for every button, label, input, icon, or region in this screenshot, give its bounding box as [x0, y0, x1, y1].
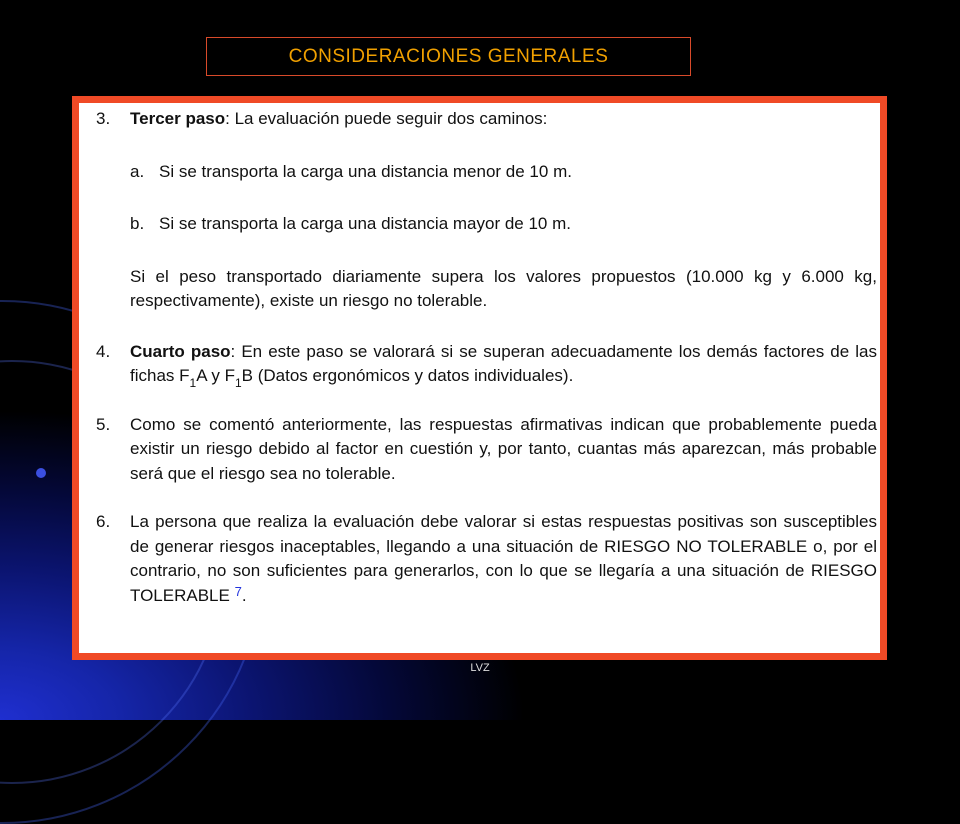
- sub-item-text: Si se transporta la carga una distancia menor de 10 m.: [159, 161, 572, 181]
- list-item: [96, 107, 877, 132]
- footer-initials: LVZ: [470, 662, 490, 674]
- sub-item: [96, 212, 877, 237]
- subscript: 1: [234, 376, 242, 390]
- slide-title-box: [206, 37, 691, 76]
- item-text: : En este paso se valorará si se superan adecuadamente los demás factores de las fichas F: [130, 341, 877, 385]
- list-item: [96, 340, 877, 389]
- item-text: A y F: [196, 366, 235, 385]
- content-frame: [72, 96, 887, 660]
- item-text: Como se comentó anteriormente, las respuestas afirmativas indican que probablemente pueda existir un riesgo debido al factor en cuestión y, por tanto, cuantas más aparezcan, más probable será que el riesgo sea no tolerable.: [130, 414, 877, 483]
- item-paragraph: Si el peso transportado diariamente supera los valores propuestos (10.000 kg y 6.000 kg, respectivamente), existe un riesgo no tolerable.: [130, 266, 877, 310]
- list-item: [96, 510, 877, 608]
- item-heading: Tercer paso: [130, 109, 226, 128]
- sub-item-letter: b.: [130, 214, 145, 233]
- sub-item-letter: a.: [130, 161, 145, 181]
- subscript: 1: [189, 376, 197, 390]
- item-text: La persona que realiza la evaluación debe valorar si estas respuestas positivas son susceptibles de generar riesgos inaceptables, llegando a una situación de RIESGO NO TOLERABLE o, por el contrario, no son suficientes para generarlos, con lo que se llegaría a una situación de RIESGO TOLERABLE: [130, 512, 877, 605]
- slide-title: CONSIDERACIONES GENERALES: [288, 45, 609, 67]
- sub-item: [96, 160, 877, 185]
- item-number: 4.: [96, 341, 111, 361]
- sub-item-text: Si se transporta la carga una distancia mayor de 10 m.: [159, 214, 571, 233]
- list-item: [96, 413, 877, 487]
- item-number: 6.: [96, 512, 111, 531]
- item-number: 5.: [96, 414, 111, 434]
- item-number: 3.: [96, 109, 111, 128]
- item-text: .: [241, 585, 247, 605]
- item-text: B (Datos ergonómicos y datos individuales).: [241, 366, 574, 385]
- footnote-reference: 7: [234, 583, 242, 599]
- content-body: [96, 107, 877, 608]
- item-text: : La evaluación puede seguir dos caminos:: [225, 109, 548, 128]
- decorative-dot: [36, 468, 46, 478]
- item-heading: Cuarto paso: [130, 341, 231, 361]
